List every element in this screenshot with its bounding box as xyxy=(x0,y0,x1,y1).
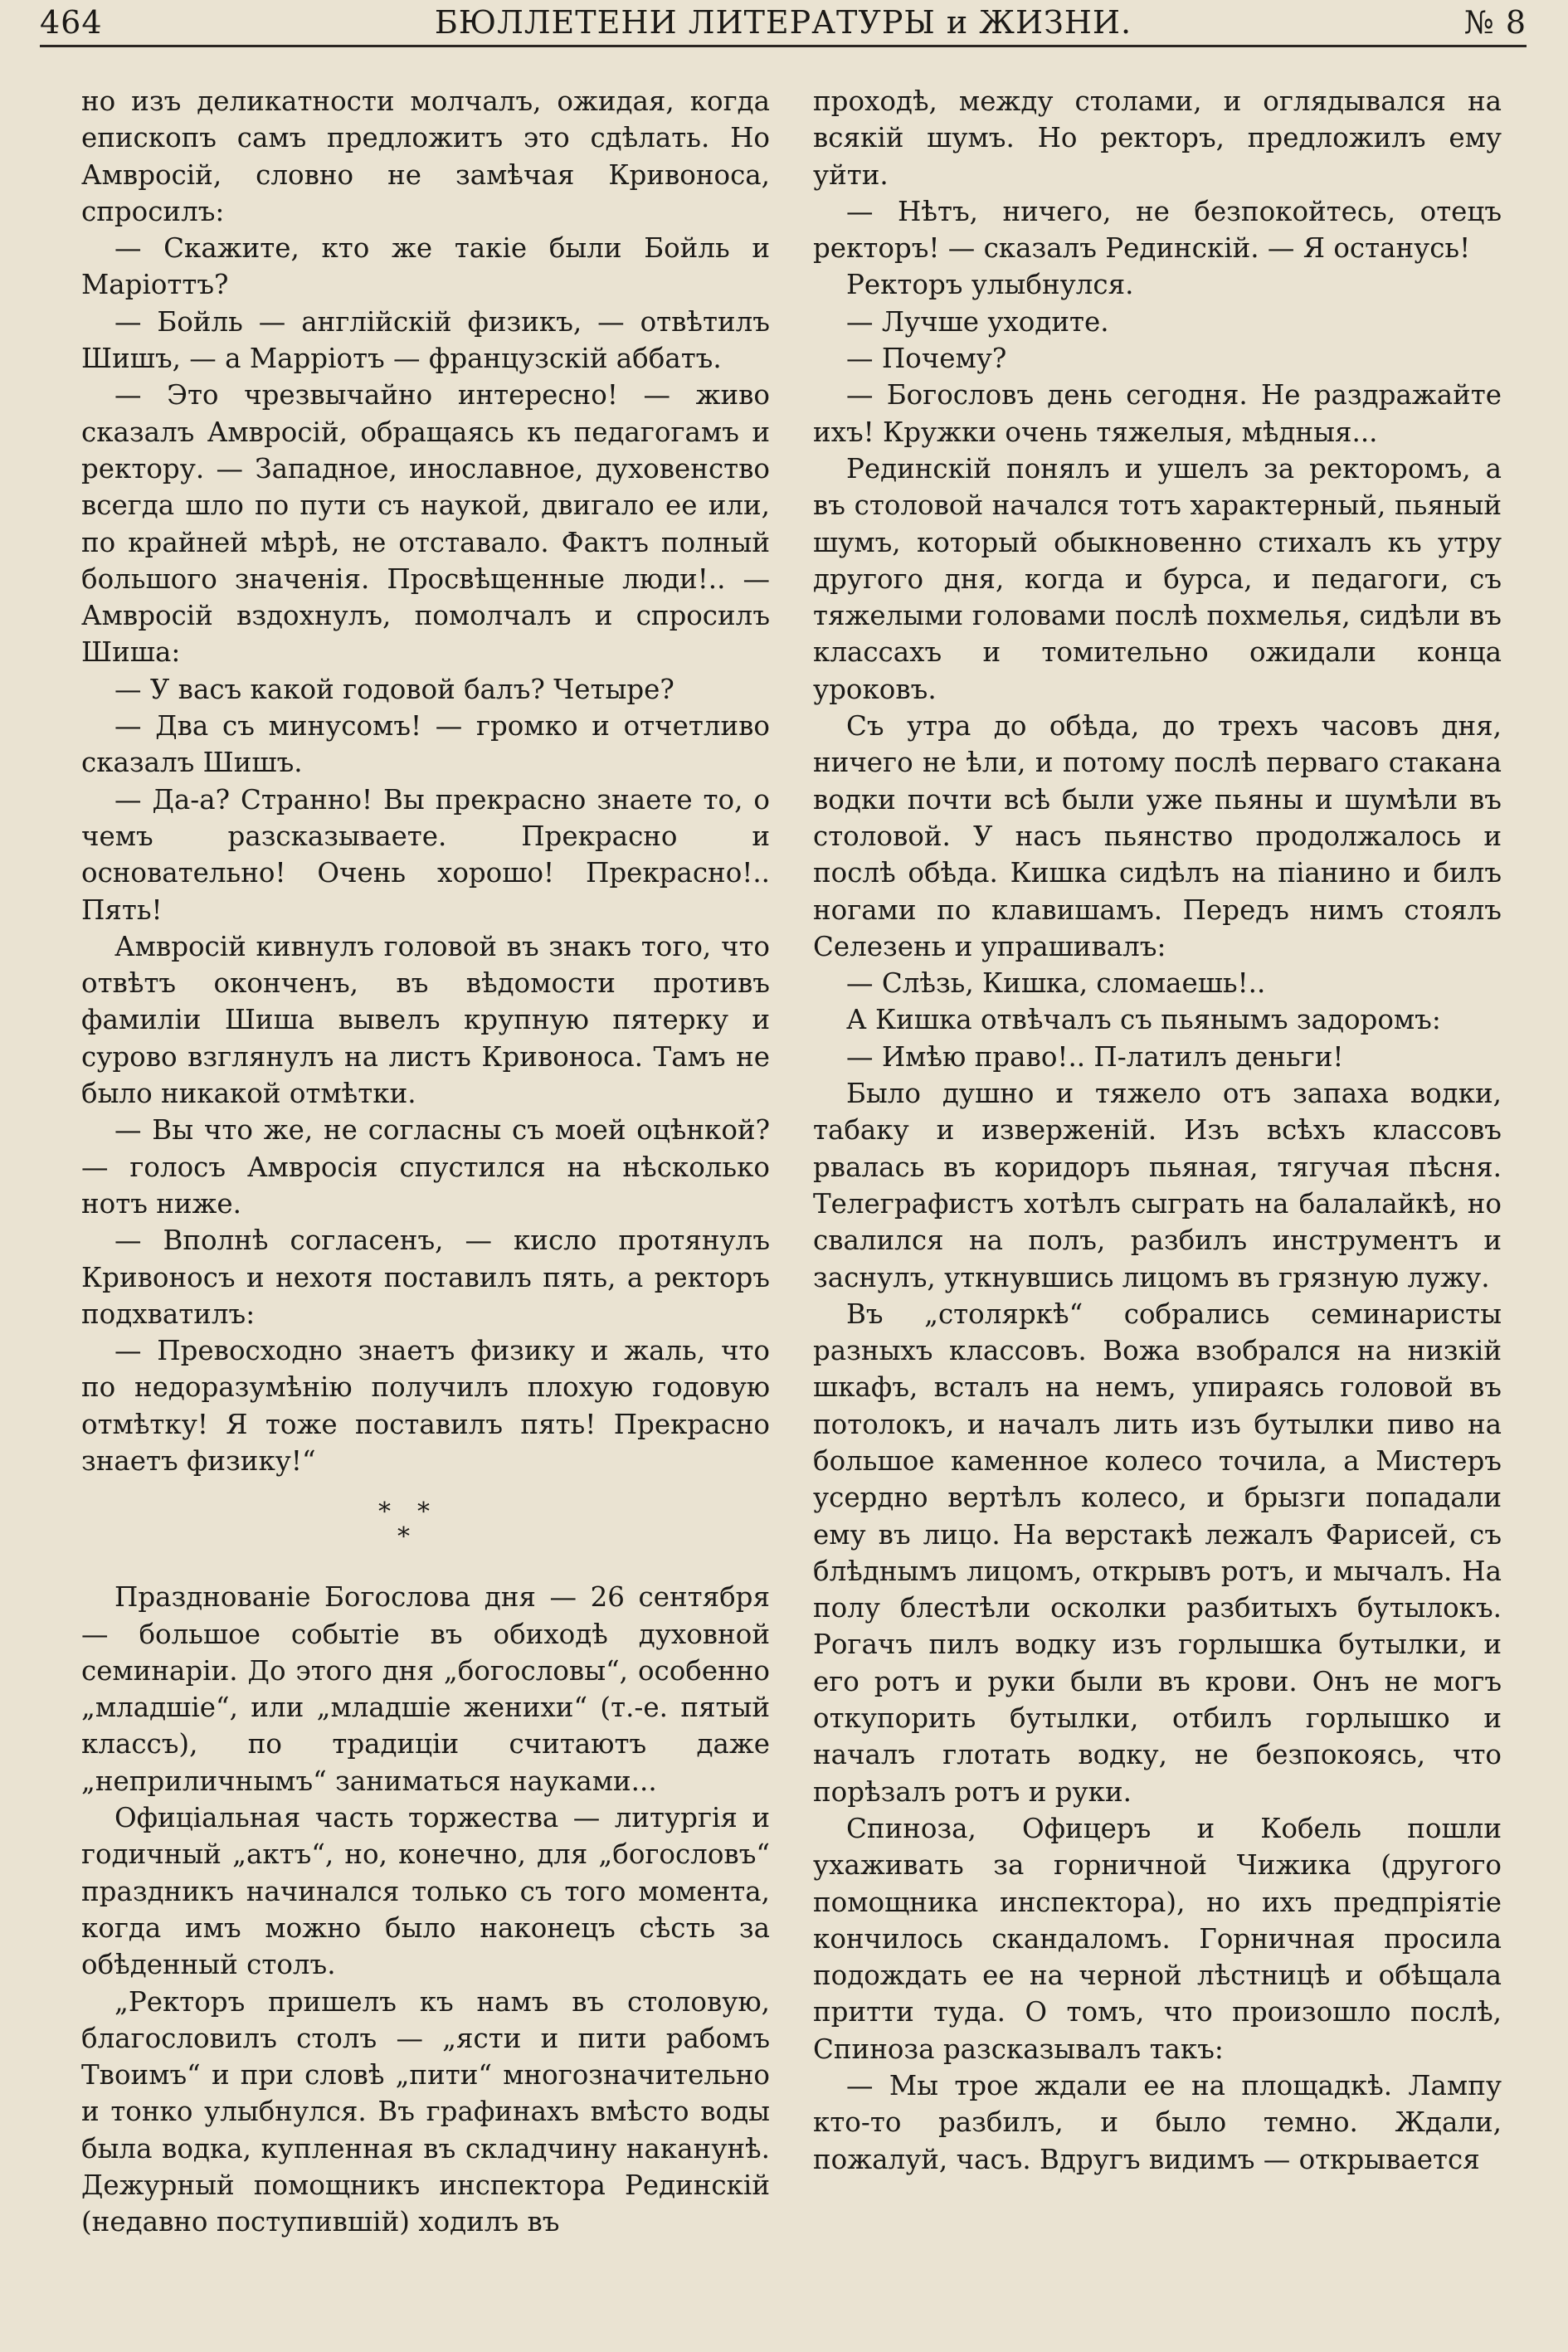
paragraph: — У васъ какой годовой балъ? Четыре? xyxy=(114,673,674,705)
paragraph: — Мы трое ждали ее на площадкѣ. Лампу кто-то разбилъ, и было темно. Ждали, пожалуй, часъ. Вдругъ видимъ — открывается xyxy=(813,2070,1502,2175)
paragraph: Рединскій понялъ и ушелъ за ректоромъ, а въ столовой начался тотъ характерный, пьяный шумъ, который обыкновенно стихалъ къ утру другого дня, когда и бурса, и педагоги, съ тяжелыми головами послѣ похмелья, сидѣли въ классахъ и томительно ожидали конца уроковъ. xyxy=(813,452,1502,705)
running-title: БЮЛЛЕТЕНИ ЛИТЕРАТУРЫ и ЖИЗНИ. xyxy=(434,4,1132,41)
paragraph: — Да-а? Странно! Вы прекрасно знаете то, о чемъ разсказываете. Прекрасно и основательно! Очень хорошо! Прекрасно!.. Пять! xyxy=(81,783,770,926)
section-separator: * * * xyxy=(378,1497,430,1552)
running-header xyxy=(40,2,1527,43)
paragraph: — Скажите, кто же такіе были Бойль и Маріоттъ? xyxy=(81,232,770,301)
header-rule xyxy=(40,45,1527,47)
paragraph: Амвросій кивнулъ головой въ знакъ того, что отвѣтъ оконченъ, въ вѣдомости противъ фамиліи Шиша вывелъ крупную пятерку и сурово взглянулъ на листъ Кривоноса. Тамъ не было никакой отмѣтки. xyxy=(81,930,770,1110)
left-column xyxy=(81,83,770,2241)
paragraph: но изъ деликатности молчалъ, ожидая, когда епископъ самъ предложитъ это сдѣлать. Но Амвросій, словно не замѣчая Кривоноса, спросилъ: xyxy=(81,85,770,227)
paragraph: Въ „столяркѣ“ собрались семинаристы разныхъ классовъ. Вожа взобрался на низкій шкафъ, всталъ на немъ, упираясь головой въ потолокъ, и началъ лить изъ бутылки пиво на большое каменное колесо точила, а Мистеръ усердно вертѣлъ колесо, и брызги попадали ему въ лицо. На верстакѣ лежалъ Фарисей, съ блѣднымъ лицомъ, открывъ ротъ, и мычалъ. На полу блестѣли осколки разбитыхъ бутылокъ. Рогачъ пилъ водку изъ горлышка бутылки, и его ротъ и руки были въ крови. Онъ не могъ откупорить бутылки, отбилъ горлышко и началъ глотать водку, не безпокоясь, что порѣзалъ ротъ и руки. xyxy=(813,1298,1502,1808)
paragraph: — Почему? xyxy=(846,343,1007,375)
paragraph: — Вполнѣ согласенъ, — кисло протянулъ Кривоносъ и нехотя поставилъ пять, а ректоръ подхватилъ: xyxy=(81,1225,770,1330)
paragraph: Ректоръ улыбнулся. xyxy=(846,269,1134,301)
paragraph: — Богословъ день сегодня. Не раздражайте ихъ! Кружки очень тяжелыя, мѣдныя... xyxy=(813,379,1502,448)
paragraph: — Имѣю право!.. П-латилъ деньги! xyxy=(846,1040,1344,1073)
paragraph: Спиноза, Офицеръ и Кобель пошли ухаживать за горничной Чижика (другого помощника инспектора), но ихъ предпріятіе кончилось скандаломъ. Горничная просила подождать ее на черной лѣстницѣ и обѣщала притти туда. О томъ, что произошло послѣ, Спиноза разсказывалъ такъ: xyxy=(813,1812,1502,2065)
paragraph: — Лучше уходите. xyxy=(846,305,1109,338)
paragraph: — Превосходно знаетъ физику и жаль, что по недоразумѣнію получилъ плохую годовую отмѣтку! Я тоже поставилъ пять! Прекрасно знаетъ физику!“ xyxy=(81,1335,770,1477)
right-column xyxy=(813,83,1502,2178)
paragraph: — Слѣзь, Кишка, сломаешь!.. xyxy=(846,967,1266,1000)
paragraph: „Ректоръ пришелъ къ намъ въ столовую, благословилъ столъ — „ясти и пити рабомъ Твоимъ“ и при словѣ „пити“ многозначительно и тонко улыбнулся. Въ графинахъ вмѣсто воды была водка, купленная въ складчину наканунѣ. Дежурный помощникъ инспектора Рединскій (недавно поступившій) ходилъ въ xyxy=(81,1985,770,2238)
paragraph: проходѣ, между столами, и оглядывался на всякій шумъ. Но ректоръ, предложилъ ему уйти. xyxy=(813,85,1502,191)
paragraph: — Бойль — англійскій физикъ, — отвѣтилъ Шишъ, — а Марріотъ — французскій аббатъ. xyxy=(81,305,770,375)
paragraph: Съ утра до обѣда, до трехъ часовъ дня, ничего не ѣли, и потому послѣ перваго стакана водки почти всѣ были уже пьяны и шумѣли въ столовой. У насъ пьянство продолжалось и послѣ обѣда. Кишка сидѣлъ на піанино и билъ ногами по клавишамъ. Передъ нимъ стоялъ Селезень и упрашивалъ: xyxy=(813,710,1502,962)
paragraph: Было душно и тяжело отъ запаха водки, табаку и изверженій. Изъ всѣхъ классовъ рвалась въ коридоръ пьяная, тягучая пѣсня. Телеграфистъ хотѣлъ сыграть на балалайкѣ, но свалился на полъ, разбилъ инструментъ и заснулъ, уткнувшись лицомъ въ грязную лужу. xyxy=(813,1078,1502,1293)
issue-number: № 8 xyxy=(1463,4,1527,41)
page-number: 464 xyxy=(40,4,103,41)
paragraph: — Два съ минусомъ! — громко и отчетливо сказалъ Шишъ. xyxy=(81,710,770,779)
paragraph: Празднованіе Богослова дня — 26 сентября — большое событіе въ обиходѣ духовной семинаріи. До этого дня „богословы“, особенно „младшіе“, или „младшіе женихи“ (т.-е. пятый классъ), по традиціи считаютъ даже „неприличнымъ“ заниматься науками... xyxy=(81,1581,770,1797)
paragraph: Офиціальная часть торжества — литургія и годичный „актъ“, но, конечно, для „богословъ“ праздникъ начинался только съ того момента, когда имъ можно было наконецъ сѣсть за обѣденный столъ. xyxy=(81,1802,770,1981)
paragraph: — Нѣтъ, ничего, не безпокойтесь, отецъ ректоръ! — сказалъ Рединскій. — Я останусь! xyxy=(813,195,1502,265)
paragraph: А Кишка отвѣчалъ съ пьянымъ задоромъ: xyxy=(846,1004,1441,1036)
paragraph: — Вы что же, не согласны съ моей оцѣнкой? — голосъ Амвросія спустился на нѣсколько нотъ ниже. xyxy=(81,1114,770,1220)
paragraph: — Это чрезвычайно интересно! — живо сказалъ Амвросій, обращаясь къ педагогамъ и ректору. — Западное, инославное, духовенство всегда шло по пути съ наукой, двигало ее или, по крайней мѣрѣ, не отставало. Фактъ полный большого значенія. Просвѣщенные люди!.. — Амвросій вздохнулъ, помолчалъ и спросилъ Шиша: xyxy=(81,379,770,669)
